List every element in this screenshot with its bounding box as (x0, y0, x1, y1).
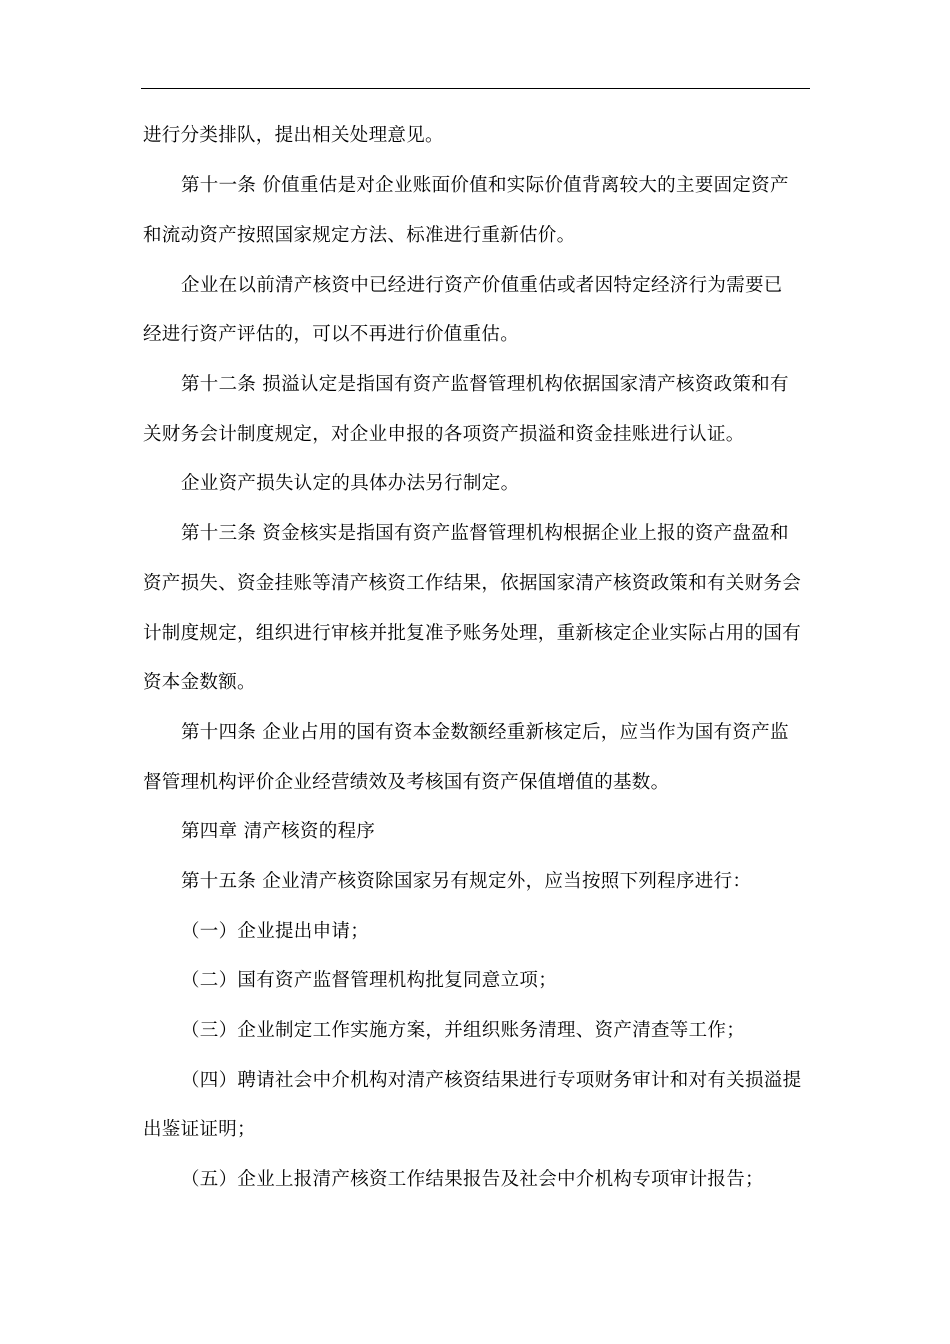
text-line: 第十四条 企业占用的国有资本金数额经重新核定后，应当作为国有资产监 (181, 722, 789, 743)
text-line: 企业在以前清产核资中已经进行资产价值重估或者因特定经济行为需要已 (181, 275, 783, 296)
text-line: 企业资产损失认定的具体办法另行制定。 (181, 473, 520, 494)
header-rule (141, 88, 810, 89)
text-line: 和流动资产按照国家规定方法、标准进行重新估价。 (143, 225, 576, 246)
text-line: 进行分类排队，提出相关处理意见。 (143, 125, 444, 146)
list-item: （五）企业上报清产核资工作结果报告及社会中介机构专项审计报告； (181, 1169, 764, 1190)
text-line: 第十一条 价值重估是对企业账面价值和实际价值背离较大的主要固定资产 (181, 175, 789, 196)
list-item: （四）聘请社会中介机构对清产核资结果进行专项财务审计和对有关损溢提 (181, 1070, 802, 1091)
chapter-heading: 第四章 清产核资的程序 (181, 821, 376, 842)
text-line: 计制度规定，组织进行审核并批复准予账务处理，重新核定企业实际占用的国有 (143, 623, 802, 644)
text-line: 资产损失、资金挂账等清产核资工作结果，依据国家清产核资政策和有关财务会 (143, 573, 802, 594)
list-item: （三）企业制定工作实施方案，并组织账务清理、资产清查等工作； (181, 1020, 746, 1041)
list-item: （一）企业提出申请； (181, 921, 370, 942)
text-line: 督管理机构评价企业经营绩效及考核国有资产保值增值的基数。 (143, 772, 670, 793)
text-line: 第十三条 资金核实是指国有资产监督管理机构根据企业上报的资产盘盈和 (181, 523, 789, 544)
list-item: （二）国有资产监督管理机构批复同意立项； (181, 970, 558, 991)
text-line: 经进行资产评估的，可以不再进行价值重估。 (143, 324, 520, 345)
text-line: 第十五条 企业清产核资除国家另有规定外，应当按照下列程序进行： (181, 871, 752, 892)
text-line: 第十二条 损溢认定是指国有资产监督管理机构依据国家清产核资政策和有 (181, 374, 789, 395)
text-line: 资本金数额。 (143, 672, 256, 693)
text-line: 关财务会计制度规定，对企业申报的各项资产损溢和资金挂账进行认证。 (143, 424, 745, 445)
text-line: 出鉴证证明； (143, 1119, 256, 1140)
